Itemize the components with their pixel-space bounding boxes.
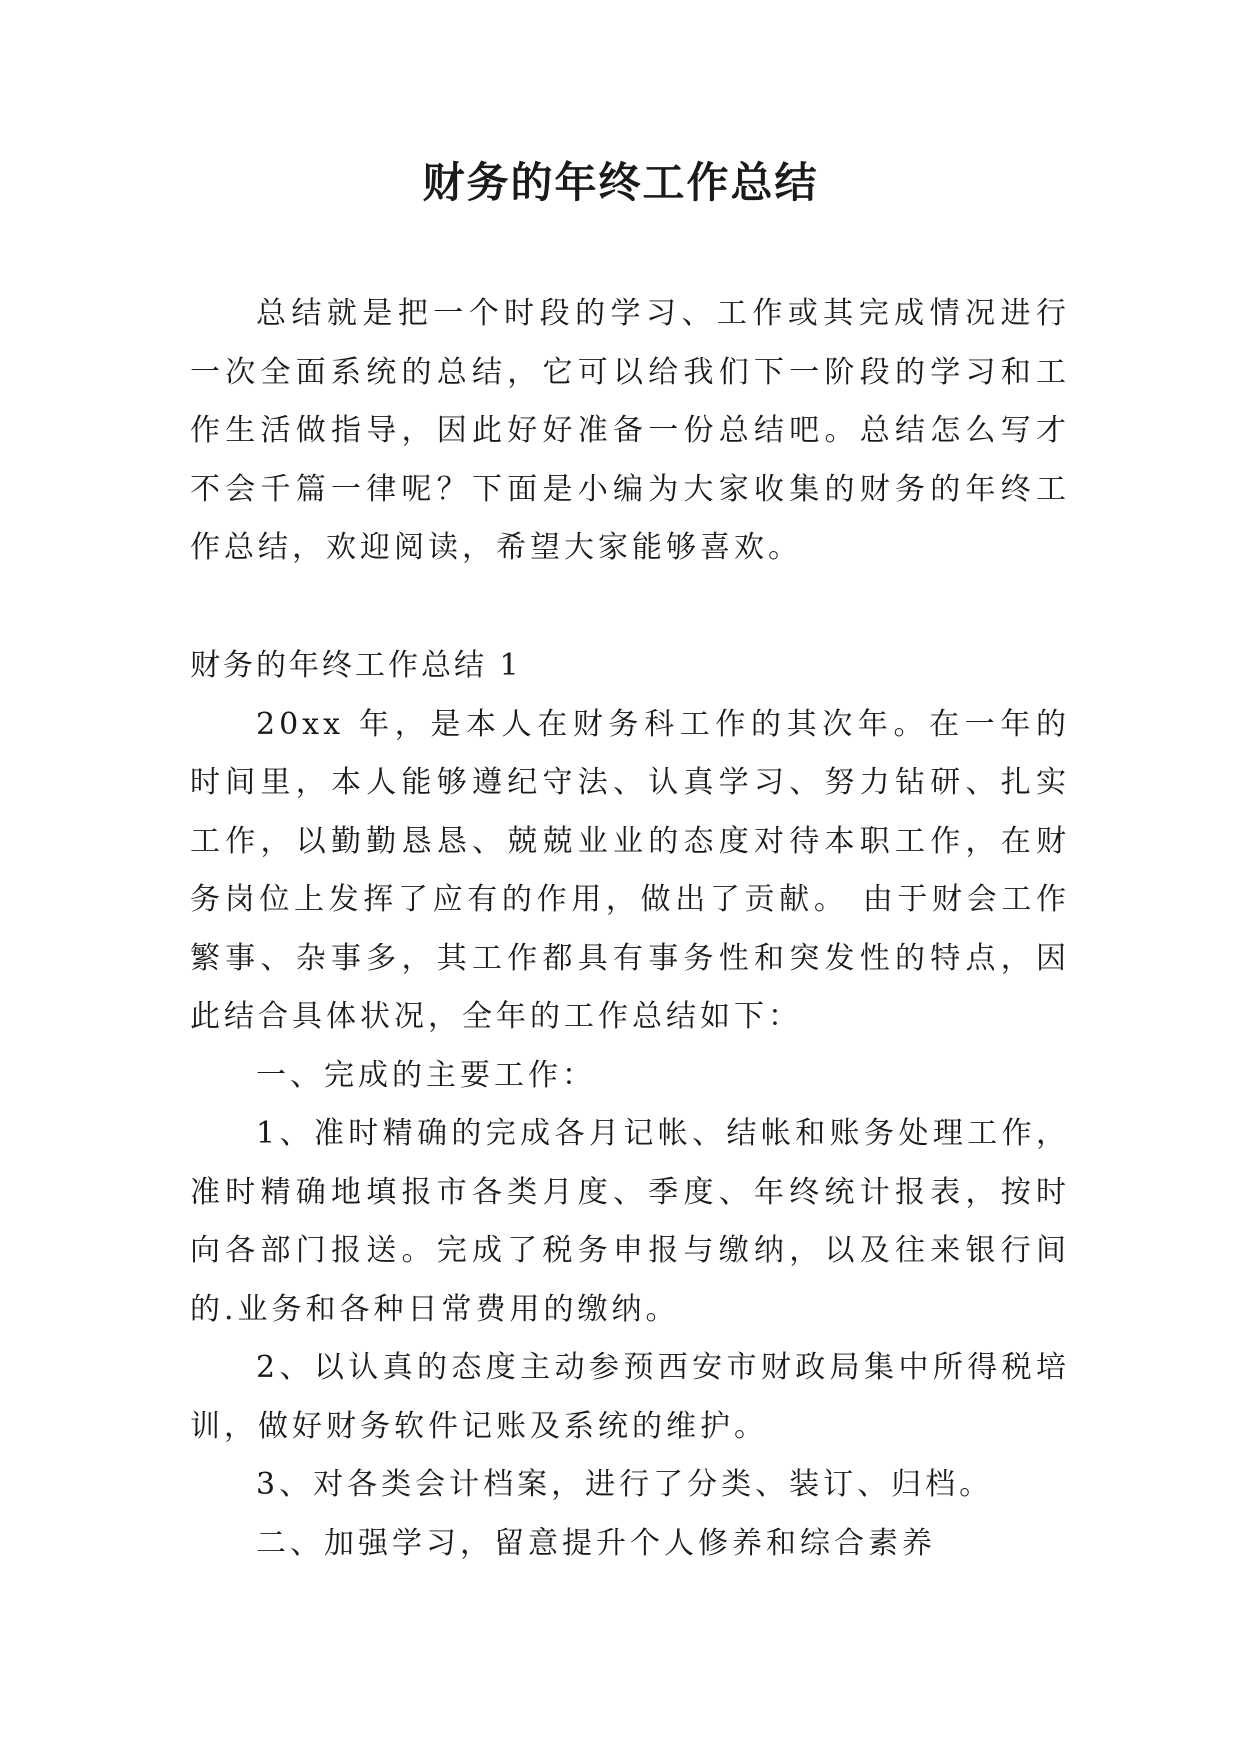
document-title: 财务的年终工作总结 [422, 158, 819, 207]
paragraph-2: 一、完成的主要工作： [256, 1057, 596, 1093]
intro-paragraph: 总结就是把一个时段的学习、工作或其完成情况进行一次全面系统的总结，它可以给我们下一阶段的学习和工作生活做指导，因此好好准备一份总结吧。总结怎么写才不会千篇一律呢？下面是小编为大家收集的财务的年终工作总结，欢迎阅读，希望大家能够喜欢。 [190, 296, 1070, 565]
paragraph-5: 3、对各类会计档案，进行了分类、装订、归档。 [256, 1467, 994, 1502]
section-1 [190, 637, 1070, 1573]
paragraph-1: 20xx 年，是本人在财务科工作的其次年。在一年的时间里，本人能够遵纪守法、认真学习、努力钻研、扎实工作，以勤勤恳恳、兢兢业业的态度对待本职工作，在财务岗位上发挥了应有的作用，做出了贡献。 由于财会工作繁事、杂事多，其工作都具有事务性和突发性的特点，因此结合具体状况，全年的工作总结如下： [190, 706, 1070, 1034]
paragraph-6: 二、加强学习，留意提升个人修养和综合素养 [256, 1525, 936, 1561]
paragraph-4: 2、以认真的态度主动参预西安市财政局集中所得税培训，做好财务软件记账及系统的维护。 [190, 1350, 1070, 1444]
section-heading: 财务的年终工作总结 1 [190, 648, 522, 683]
intro-block [190, 285, 1070, 578]
paragraph-3: 1、准时精确的完成各月记帐、结帐和账务处理工作，准时精确地填报市各类月度、季度、年终统计报表，按时向各部门报送。完成了税务申报与缴纳，以及往来银行间的.业务和各种日常费用的缴纳。 [190, 1116, 1070, 1327]
